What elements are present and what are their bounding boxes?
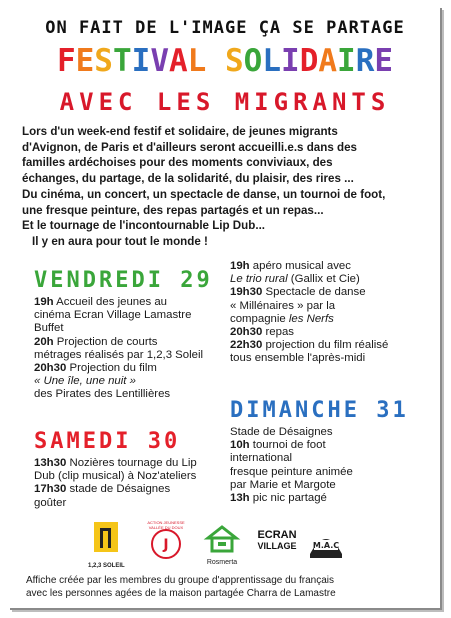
svg-text:J: J <box>163 537 169 553</box>
poster-tagline: ON FAIT DE L'IMAGE ÇA SE PARTAGE <box>45 18 405 38</box>
title-letter: E <box>374 43 394 79</box>
program-item: 20h30 Projection du film <box>34 362 157 375</box>
dimanche-program <box>230 426 353 505</box>
program-item: international <box>230 452 293 465</box>
title-letter: E <box>75 43 95 79</box>
program-item: Buffet <box>34 322 64 335</box>
vendredi-program-right <box>230 260 388 366</box>
title-letter: O <box>243 43 263 79</box>
program-item: par Marie et Margote <box>230 478 336 491</box>
program-item: Le trio rural (Gallix et Cie) <box>230 273 360 286</box>
footer-line: Affiche créée par les membres du groupe d'apprentissage du français <box>26 575 335 586</box>
program-item: 19h apéro musical avec <box>230 260 351 272</box>
intro-line: Du cinéma, un concert, un spectacle de danse, un tournoi de foot, <box>22 187 386 201</box>
rosmerta-logo-text: Rosmerta <box>206 559 238 566</box>
intro-line: familles ardéchoises pour des moments conviviaux, des <box>22 156 333 170</box>
house-icon <box>202 524 242 554</box>
title-letter: T <box>112 43 132 79</box>
festival-title <box>10 43 440 79</box>
soleil-logo-text: 1,2,3 SOLEIL <box>88 563 125 569</box>
mac-logo-text: M.A.C <box>312 541 340 550</box>
intro-text <box>22 124 430 250</box>
rosmerta-logo <box>202 524 242 568</box>
footer-line: avec les personnes agées de la maison partagée Charra de Lamastre <box>26 588 336 599</box>
tent-icon <box>306 520 346 564</box>
program-item: 19h30 Spectacle de danse <box>230 286 366 299</box>
program-item: cinéma Ecran Village Lamastre <box>34 309 192 322</box>
program-item: 17h30 stade de Désaignes <box>34 483 171 496</box>
title-letter: F <box>56 43 76 79</box>
program-item: Stade de Désaignes <box>230 426 333 438</box>
village-logo-text: VILLAGE <box>257 541 297 551</box>
partner-logos <box>74 520 374 570</box>
title-letter: S <box>94 43 113 79</box>
program-item: 13h pic nic partagé <box>230 492 327 505</box>
program-item: « Millénaires » par la <box>230 299 336 312</box>
title-letter: I <box>131 43 151 79</box>
soleil-logo <box>88 520 124 568</box>
program-item: 20h30 repas <box>230 326 294 339</box>
mac-logo <box>306 520 346 568</box>
intro-line: Et le tournage de l'incontournable Lip Dub... <box>22 219 266 233</box>
day-heading-dimanche: DIMANCHE 31 <box>230 398 409 423</box>
program-item: goûter <box>34 496 67 509</box>
title-letter: V <box>150 43 169 79</box>
title-letter: A <box>168 43 188 79</box>
program-item: 19h Accueil des jeunes au <box>34 296 167 308</box>
title-letter: D <box>299 43 319 79</box>
title-letter: I <box>281 43 300 79</box>
intro-line: une fresque peinture, des repas partagés et un repas... <box>22 203 324 217</box>
program-item: « Une île, une nuit » <box>34 375 136 388</box>
ecran-logo-text: ECRAN <box>257 529 297 541</box>
intro-line: échanges, du partage, de la solidarité, du plaisir, des rires ... <box>22 172 354 186</box>
jeunesse-logo <box>144 520 188 568</box>
title-letter: A <box>318 43 338 79</box>
program-item: tous ensemble l'après-midi <box>230 352 366 365</box>
festival-subtitle: AVEC LES MIGRANTS <box>59 88 391 116</box>
vendredi-program-left <box>34 296 203 402</box>
title-letter: S <box>225 43 244 79</box>
poster-footer <box>26 574 436 600</box>
jeunesse-logo-text: ACTION JEUNESSE VALLÉE DU DOUX <box>147 520 185 530</box>
program-item: 10h tournoi de foot <box>230 439 326 452</box>
program-item: 13h30 Nozières tournage du Lip <box>34 457 197 469</box>
intro-line: Lors d'un week-end festif et solidaire, de jeunes migrants <box>22 125 338 138</box>
program-item: fresque peinture animée <box>230 465 353 478</box>
program-item: 20h Projection de courts <box>34 335 158 348</box>
intro-line: d'Avignon, de Paris et d'ailleurs seront accueilli.e.s dans des <box>22 140 357 154</box>
title-letter: L <box>262 43 282 79</box>
sun-icon <box>88 520 124 560</box>
title-letter <box>206 43 225 79</box>
program-item: compagnie les Nerfs <box>230 312 334 325</box>
ecran-village-logo <box>252 530 302 570</box>
day-heading-samedi: SAMEDI 30 <box>34 429 181 454</box>
title-letter: L <box>187 43 207 79</box>
intro-line: Il y en aura pour tout le monde ! <box>32 234 208 248</box>
program-item: métrages réalisés par 1,2,3 Soleil <box>34 348 204 361</box>
title-letter: I <box>337 43 356 79</box>
program-item: des Pirates des Lentillières <box>34 388 171 401</box>
program-item: Dub (clip musical) à Noz'ateliers <box>34 470 197 483</box>
day-heading-vendredi: VENDREDI 29 <box>34 268 213 293</box>
title-letter: R <box>355 43 375 79</box>
program-item: 22h30 projection du film réalisé <box>230 339 389 352</box>
festival-poster <box>10 8 442 610</box>
samedi-program <box>34 457 197 510</box>
